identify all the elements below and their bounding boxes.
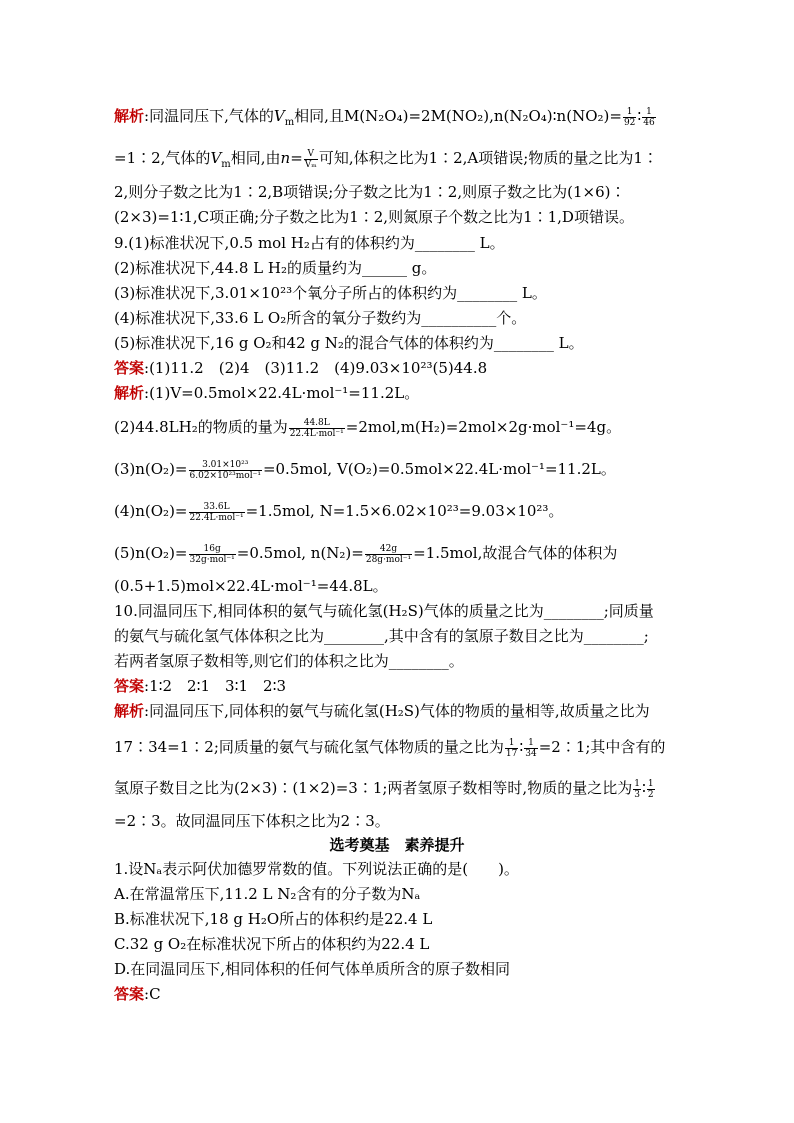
analysis-line: 解析:同温同压下,同体积的氨气与硫化氢(H₂S)气体的物质的量相等,故质量之比为 [114,702,650,720]
text-line: =1∶2,气体的$V_m$相同,由n= $\frac{V}{\text{Vₘ}}$ 可知,体积之比为1∶2,A项错误;物质的量之比为1∶ [114,148,658,170]
answer-line: 答案:C [114,985,161,1003]
text-line: 17∶34=1∶2;同质量的氨气与硫化氢气体物质的量之比为 $\frac{1}{17}$ ∶ $\frac{1}{34}$ =2∶1;其中含有的 [114,737,666,759]
question-1-stem: 1.设Nₐ表示阿伏加德罗常数的值。下列说法正确的是( )。 [114,860,519,878]
analysis-label: 解析 [114,384,145,402]
text-line: (0.5+1.5)mol×22.4L·mol⁻¹=44.8L。 [114,577,388,595]
question-9-line: (3)标准状况下,3.01×10²³个氧分子所占的体积约为________ L。 [114,284,547,302]
text-line: 2,则分子数之比为1∶2,B项错误;分子数之比为1∶2,则原子数之比为(1×6)∶ [114,183,626,201]
question-9-line: (2)标准状况下,44.8 L H₂的质量约为______ g。 [114,259,437,277]
text-line: (3)n(O₂)= $\frac{\text{3.01×10²³}}{\text{6.02×10²³mol⁻¹}}$ =0.5mol, V(O₂)=0.5mol×22.4L·mol⁻¹=11.2L。 [114,459,616,481]
answer-label: 答案 [114,985,145,1003]
fraction: $\frac{1}{3}$ [634,778,640,800]
text-line: =2∶3。故同温同压下体积之比为2∶3。 [114,812,390,830]
fraction: $\frac{\text{3.01×10²³}}{\text{6.02×10²³mol⁻¹}}$ [189,459,261,481]
question-9-line: (5)标准状况下,16 g O₂和42 g N₂的混合气体的体积约为________ L。 [114,334,584,352]
fraction: $\frac{1}{34}$ [525,737,537,759]
fraction: $\frac{V}{\text{Vₘ}}$ [304,148,317,170]
option-c: C.32 g O₂在标准状况下所占的体积约为22.4 L [114,935,430,953]
fraction: $\frac{1}{17}$ [505,737,518,759]
section-title: 选考奠基 素养提升 [329,836,465,854]
question-9-line: 9.(1)标准状况下,0.5 mol H₂占有的体积约为________ L。 [114,234,505,252]
question-10-line: 若两者氢原子数相等,则它们的体积之比为________。 [114,652,464,670]
text-line: (2)44.8LH₂的物质的量为 $\frac{44.8L}{\text{22.4L·mol⁻¹}}$ =2mol,m(H₂)=2mol×2g·mol⁻¹=4g。 [114,417,622,439]
question-9-line: (4)标准状况下,33.6 L O₂所含的氧分子数约为__________个。 [114,309,527,327]
analysis-label: 解析 [114,107,145,125]
fraction: $\frac{1}{2}$ [647,778,654,800]
text-line: (5)n(O₂)= $\frac{16g}{\text{32g·mol⁻¹}}$ =0.5mol, n(N₂)= $\frac{42g}{\text{28g·mol⁻¹}}$ =1.5mol,故混合气体的体积为 [114,543,618,565]
analysis-line: 解析:同温同压下,气体的$V_m$相同,且M(N₂O₄)=2M(NO₂),n(N₂O₄)∶n(NO₂)= $\frac{1}{92}$ ∶ $\frac{1}{46}$ [114,106,655,128]
question-10-line: 10.同温同压下,相同体积的氨气与硫化氢(H₂S)气体的质量之比为________;同质量 [114,602,654,620]
text-line: 氢原子数目之比为(2×3)∶(1×2)=3∶1;两者氢原子数相等时,物质的量之比为 $\frac{1}{3}$ ∶ $\frac{1}{2}$ [114,778,654,800]
option-a: A.在常温常压下,11.2 L N₂含有的分子数为Nₐ [114,885,421,903]
option-b: B.标准状况下,18 g H₂O所占的体积约是22.4 L [114,910,433,928]
analysis-line: 解析:(1)V=0.5mol×22.4L·mol⁻¹=11.2L。 [114,384,420,402]
answer-label: 答案 [114,677,145,695]
analysis-label: 解析 [114,702,145,720]
fraction: $\frac{44.8L}{\text{22.4L·mol⁻¹}}$ [289,417,344,439]
answer-line: 答案:(1)11.2 (2)4 (3)11.2 (4)9.03×10²³(5)44.8 [114,359,488,377]
fraction: $\frac{42g}{\text{28g·mol⁻¹}}$ [365,543,412,565]
fraction: $\frac{33.6L}{\text{22.4L·mol⁻¹}}$ [189,501,244,523]
text-line: (4)n(O₂)= $\frac{33.6L}{\text{22.4L·mol⁻¹}}$ =1.5mol, N=1.5×6.02×10²³=9.03×10²³。 [114,501,564,523]
text-line: (2×3)=1∶1,C项正确;分子数之比为1∶2,则氮原子个数之比为1∶1,D项错误。 [114,208,634,226]
question-10-line: 的氨气与硫化氢气体体积之比为________,其中含有的氢原子数目之比为________; [114,627,649,645]
fraction: $\frac{1}{92}$ [623,106,636,128]
fraction: $\frac{1}{46}$ [643,106,655,128]
option-d: D.在同温同压下,相同体积的任何气体单质所含的原子数相同 [114,960,511,978]
fraction: $\frac{16g}{\text{32g·mol⁻¹}}$ [189,543,235,565]
answer-line: 答案:1∶2 2∶1 3∶1 2∶3 [114,677,287,695]
answer-label: 答案 [114,359,145,377]
